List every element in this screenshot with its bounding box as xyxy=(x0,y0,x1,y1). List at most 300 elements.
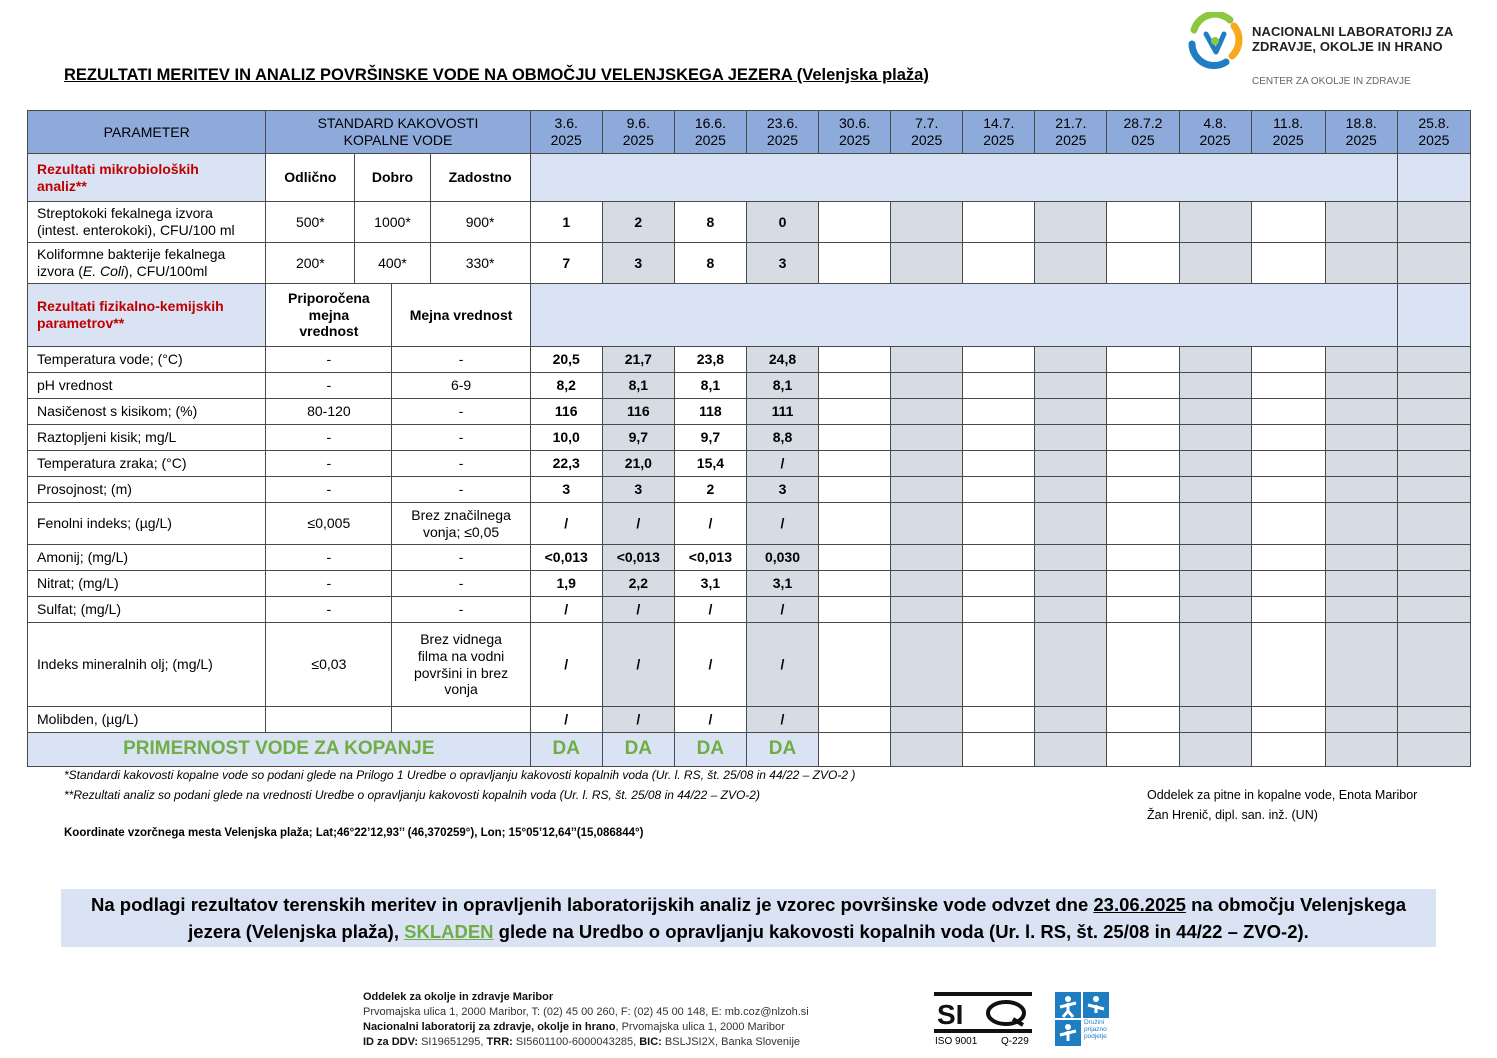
results-table xyxy=(27,110,1471,767)
empty-cell xyxy=(819,425,891,451)
value-cell: 118 xyxy=(674,399,746,425)
value-cell: 1,9 xyxy=(530,571,602,597)
limit-value: Brez vidnega filma na vodni površini in brez vonja xyxy=(392,623,530,707)
empty-cell xyxy=(1179,503,1251,545)
empty-cell xyxy=(891,477,963,503)
value-cell: 2,2 xyxy=(602,571,674,597)
empty-cell xyxy=(1251,399,1325,425)
logo-line-3: CENTER ZA OKOLJE IN ZDRAVJE xyxy=(1252,76,1411,87)
empty-cell xyxy=(819,545,891,571)
value-cell: 9,7 xyxy=(602,425,674,451)
micro-zadostno-label: Zadostno xyxy=(430,154,530,202)
empty-cell xyxy=(1179,545,1251,571)
empty-cell xyxy=(1397,425,1470,451)
table-row xyxy=(28,503,1471,545)
empty-cell xyxy=(1397,399,1470,425)
limit-value: - xyxy=(392,451,530,477)
value-cell: 3 xyxy=(746,243,818,284)
empty-cell xyxy=(1107,347,1179,373)
header-date: 14.7. 2025 xyxy=(963,111,1035,154)
empty-cell xyxy=(1035,347,1107,373)
table-row xyxy=(28,347,1471,373)
empty-cell xyxy=(819,707,891,733)
empty-cell xyxy=(1107,707,1179,733)
value-cell: / xyxy=(674,707,746,733)
limit-value: - xyxy=(392,571,530,597)
value-cell: 2 xyxy=(674,477,746,503)
empty-cell xyxy=(1179,373,1251,399)
header-date: 30.6. 2025 xyxy=(819,111,891,154)
empty-cell xyxy=(1179,399,1251,425)
phys-limit-label: Mejna vrednost xyxy=(392,284,530,347)
header-date: 11.8. 2025 xyxy=(1251,111,1325,154)
empty-cell xyxy=(1251,733,1325,767)
empty-cell xyxy=(1325,623,1397,707)
empty-cell xyxy=(1179,707,1251,733)
empty-cell xyxy=(891,545,963,571)
limit-value: - xyxy=(392,347,530,373)
empty-cell xyxy=(1251,571,1325,597)
header-date: 16.6. 2025 xyxy=(674,111,746,154)
value-cell: 116 xyxy=(530,399,602,425)
param-name: Nasičenost s kisikom; (%) xyxy=(28,399,266,425)
value-cell: 3 xyxy=(530,477,602,503)
empty-cell xyxy=(1035,202,1107,243)
empty-cell xyxy=(1397,451,1470,477)
empty-cell xyxy=(1325,707,1397,733)
family-friendly-logo: Družini prijazno podjetje xyxy=(1054,991,1114,1049)
value-cell: / xyxy=(746,597,818,623)
empty-cell xyxy=(1107,571,1179,597)
empty-cell xyxy=(1107,202,1179,243)
param-name: Temperatura vode; (°C) xyxy=(28,347,266,373)
empty-cell xyxy=(1107,477,1179,503)
empty-cell xyxy=(891,347,963,373)
value-cell: / xyxy=(746,451,818,477)
header-date: 9.6. 2025 xyxy=(602,111,674,154)
value-cell: / xyxy=(674,623,746,707)
empty-cell xyxy=(1107,545,1179,571)
value-cell: / xyxy=(602,597,674,623)
empty-cell xyxy=(891,597,963,623)
suitability-value: DA xyxy=(602,733,674,767)
logo-line-2: ZDRAVJE, OKOLJE IN HRANO xyxy=(1252,39,1443,54)
param-name: Sulfat; (mg/L) xyxy=(28,597,266,623)
empty-cell xyxy=(1179,623,1251,707)
empty-cell xyxy=(1325,243,1397,284)
empty-cell xyxy=(1251,707,1325,733)
empty-cell xyxy=(1035,545,1107,571)
value-cell: / xyxy=(530,707,602,733)
department-name: Oddelek za pitne in kopalne vode, Enota Maribor xyxy=(1147,788,1418,802)
limit-value: 6-9 xyxy=(392,373,530,399)
empty-cell xyxy=(1107,623,1179,707)
empty-cell xyxy=(963,373,1035,399)
value-cell: 22,3 xyxy=(530,451,602,477)
rec-value: - xyxy=(266,347,392,373)
header-date: 7.7. 2025 xyxy=(891,111,963,154)
empty-cell xyxy=(1107,733,1179,767)
limit-value: - xyxy=(392,425,530,451)
table-row xyxy=(28,243,1471,284)
empty-cell xyxy=(1397,477,1470,503)
header-date: 21.7. 2025 xyxy=(1035,111,1107,154)
micro-section-title: Rezultati mikrobioloških analiz** xyxy=(28,154,266,202)
empty-cell xyxy=(1035,477,1107,503)
empty-cell xyxy=(1325,477,1397,503)
value-cell: 8,1 xyxy=(674,373,746,399)
micro-odlicno-label: Odlično xyxy=(266,154,355,202)
empty-cell xyxy=(1397,571,1470,597)
std-zadostno: 900* xyxy=(430,202,530,243)
param-name: Nitrat; (mg/L) xyxy=(28,571,266,597)
empty-cell xyxy=(963,733,1035,767)
empty-cell xyxy=(1107,243,1179,284)
value-cell: / xyxy=(602,623,674,707)
empty-cell xyxy=(1107,503,1179,545)
std-dobro: 400* xyxy=(355,243,430,284)
value-cell: 8,1 xyxy=(602,373,674,399)
rec-value: - xyxy=(266,477,392,503)
rec-value: - xyxy=(266,425,392,451)
value-cell: 21,0 xyxy=(602,451,674,477)
value-cell: / xyxy=(674,503,746,545)
rec-value: - xyxy=(266,597,392,623)
empty-cell xyxy=(1251,373,1325,399)
value-cell: 116 xyxy=(602,399,674,425)
empty-cell xyxy=(891,733,963,767)
value-cell: 3,1 xyxy=(674,571,746,597)
header-date: 28.7.2 025 xyxy=(1107,111,1179,154)
empty-cell xyxy=(891,451,963,477)
empty-cell xyxy=(891,623,963,707)
value-cell: 15,4 xyxy=(674,451,746,477)
empty-cell xyxy=(1325,399,1397,425)
table-row xyxy=(28,707,1471,733)
param-name: Temperatura zraka; (°C) xyxy=(28,451,266,477)
value-cell: 8,2 xyxy=(530,373,602,399)
value-cell: / xyxy=(602,707,674,733)
si-certification-logo: SI ISO 9001 Q-229 xyxy=(933,991,1033,1047)
rec-value: - xyxy=(266,571,392,597)
empty-cell xyxy=(1397,503,1470,545)
empty-cell xyxy=(1397,707,1470,733)
empty-cell xyxy=(1035,597,1107,623)
nlzoh-circle-logo-icon xyxy=(1186,12,1244,70)
empty-cell xyxy=(1251,347,1325,373)
empty-cell xyxy=(1397,597,1470,623)
value-cell: / xyxy=(674,597,746,623)
empty-cell xyxy=(1179,477,1251,503)
empty-cell xyxy=(1107,399,1179,425)
svg-text:SI: SI xyxy=(937,999,964,1030)
value-cell: / xyxy=(602,503,674,545)
std-odlicno: 200* xyxy=(266,243,355,284)
empty-cell xyxy=(819,451,891,477)
empty-cell xyxy=(1107,425,1179,451)
empty-cell xyxy=(963,399,1035,425)
value-cell: / xyxy=(530,597,602,623)
empty-cell xyxy=(1325,451,1397,477)
rec-value: ≤0,03 xyxy=(266,623,392,707)
empty-cell xyxy=(819,623,891,707)
header-standard: STANDARD KAKOVOSTI KOPALNE VODE xyxy=(266,111,530,154)
table-row xyxy=(28,451,1471,477)
empty-cell xyxy=(1179,597,1251,623)
empty-cell xyxy=(819,597,891,623)
empty-cell xyxy=(963,243,1035,284)
section-fill xyxy=(1397,284,1470,347)
empty-cell xyxy=(1325,425,1397,451)
empty-cell xyxy=(1179,243,1251,284)
empty-cell xyxy=(1035,503,1107,545)
empty-cell xyxy=(891,399,963,425)
empty-cell xyxy=(1325,373,1397,399)
table-row xyxy=(28,399,1471,425)
rec-value: ≤0,005 xyxy=(266,503,392,545)
section-fill xyxy=(530,154,1397,202)
header-date: 25.8. 2025 xyxy=(1397,111,1470,154)
header-date: 23.6. 2025 xyxy=(746,111,818,154)
empty-cell xyxy=(819,347,891,373)
empty-cell xyxy=(1179,202,1251,243)
sample-date: 23.06.2025 xyxy=(1093,894,1186,915)
table-row xyxy=(28,571,1471,597)
empty-cell xyxy=(1251,243,1325,284)
value-cell: 24,8 xyxy=(746,347,818,373)
value-cell: 8 xyxy=(674,243,746,284)
empty-cell xyxy=(819,733,891,767)
empty-cell xyxy=(1325,571,1397,597)
rec-value: - xyxy=(266,373,392,399)
empty-cell xyxy=(963,571,1035,597)
section-fill xyxy=(1397,154,1470,202)
empty-cell xyxy=(1325,347,1397,373)
empty-cell xyxy=(1179,451,1251,477)
value-cell: / xyxy=(530,623,602,707)
empty-cell xyxy=(1251,477,1325,503)
empty-cell xyxy=(1397,347,1470,373)
empty-cell xyxy=(1035,373,1107,399)
section-fill xyxy=(530,284,1397,347)
std-zadostno: 330* xyxy=(430,243,530,284)
param-name: Fenolni indeks; (µg/L) xyxy=(28,503,266,545)
table-row xyxy=(28,425,1471,451)
value-cell: / xyxy=(530,503,602,545)
logo-line-1: NACIONALNI LABORATORIJ ZA xyxy=(1252,24,1454,39)
value-cell: / xyxy=(746,503,818,545)
suitability-label: PRIMERNOST VODE ZA KOPANJE xyxy=(28,733,531,767)
empty-cell xyxy=(819,373,891,399)
empty-cell xyxy=(1397,373,1470,399)
value-cell: 3 xyxy=(602,243,674,284)
empty-cell xyxy=(819,477,891,503)
empty-cell xyxy=(1397,202,1470,243)
value-cell: <0,013 xyxy=(530,545,602,571)
empty-cell xyxy=(1251,425,1325,451)
empty-cell xyxy=(1325,202,1397,243)
empty-cell xyxy=(1251,202,1325,243)
value-cell: / xyxy=(746,707,818,733)
document-title: REZULTATI MERITEV IN ANALIZ POVRŠINSKE VODE NA OBMOČJU VELENJSKEGA JEZERA (Velenjska plaža) xyxy=(64,66,929,84)
empty-cell xyxy=(891,425,963,451)
rec-value: - xyxy=(266,451,392,477)
empty-cell xyxy=(963,707,1035,733)
param-name: Raztopljeni kisik; mg/L xyxy=(28,425,266,451)
table-row xyxy=(28,597,1471,623)
value-cell: 8,1 xyxy=(746,373,818,399)
empty-cell xyxy=(963,545,1035,571)
empty-cell xyxy=(963,202,1035,243)
value-cell: 0,030 xyxy=(746,545,818,571)
micro-dobro-label: Dobro xyxy=(355,154,430,202)
empty-cell xyxy=(1035,243,1107,284)
header-date: 18.8. 2025 xyxy=(1325,111,1397,154)
value-cell: 111 xyxy=(746,399,818,425)
empty-cell xyxy=(891,571,963,597)
value-cell: 0 xyxy=(746,202,818,243)
table-header-row xyxy=(28,111,1471,154)
empty-cell xyxy=(1397,545,1470,571)
empty-cell xyxy=(963,347,1035,373)
value-cell: 8 xyxy=(674,202,746,243)
empty-cell xyxy=(1179,571,1251,597)
table-row xyxy=(28,373,1471,399)
suitability-row xyxy=(28,733,1471,767)
empty-cell xyxy=(1325,503,1397,545)
empty-cell xyxy=(1035,399,1107,425)
suitability-value: DA xyxy=(674,733,746,767)
header-date: 4.8. 2025 xyxy=(1179,111,1251,154)
value-cell: 3,1 xyxy=(746,571,818,597)
rec-value xyxy=(266,707,392,733)
param-name: Indeks mineralnih olj; (mg/L) xyxy=(28,623,266,707)
limit-value: - xyxy=(392,477,530,503)
param-name: Streptokoki fekalnega izvora (intest. enterokoki), CFU/100 ml xyxy=(28,202,266,243)
empty-cell xyxy=(1325,545,1397,571)
empty-cell xyxy=(1325,733,1397,767)
si-qs-icon xyxy=(933,991,1033,1035)
value-cell: 23,8 xyxy=(674,347,746,373)
empty-cell xyxy=(819,399,891,425)
value-cell: <0,013 xyxy=(602,545,674,571)
empty-cell xyxy=(1397,623,1470,707)
table-row xyxy=(28,545,1471,571)
table-row xyxy=(28,623,1471,707)
empty-cell xyxy=(819,243,891,284)
empty-cell xyxy=(1397,243,1470,284)
phys-section-row xyxy=(28,284,1471,347)
empty-cell xyxy=(1251,503,1325,545)
empty-cell xyxy=(1035,571,1107,597)
empty-cell xyxy=(963,425,1035,451)
nlzoh-logo xyxy=(1186,12,1466,92)
empty-cell xyxy=(819,571,891,597)
empty-cell xyxy=(1035,707,1107,733)
std-odlicno: 500* xyxy=(266,202,355,243)
empty-cell xyxy=(1251,545,1325,571)
value-cell: 21,7 xyxy=(602,347,674,373)
suitability-value: DA xyxy=(746,733,818,767)
table-row xyxy=(28,477,1471,503)
value-cell: 9,7 xyxy=(674,425,746,451)
header-parameter: PARAMETER xyxy=(28,111,266,154)
empty-cell xyxy=(1251,623,1325,707)
empty-cell xyxy=(1035,451,1107,477)
empty-cell xyxy=(1325,597,1397,623)
micro-section-row xyxy=(28,154,1471,202)
value-cell: 7 xyxy=(530,243,602,284)
header-date: 3.6. 2025 xyxy=(530,111,602,154)
value-cell: 1 xyxy=(530,202,602,243)
empty-cell xyxy=(1107,373,1179,399)
param-name: Koliformne bakterije fekalnega izvora (E. Coli), CFU/100ml xyxy=(28,243,266,284)
empty-cell xyxy=(963,451,1035,477)
empty-cell xyxy=(1035,425,1107,451)
empty-cell xyxy=(1179,733,1251,767)
conclusion-box: Na podlagi rezultatov terenskih meritev in opravljenih laboratorijskih analiz je vzorec površinske vode odvzet dne 23.06.2025 na območju Velenjskega jezera (Velenjska plaža), SKLADEN glede na Uredbo o opravljanju kakovosti kopalnih voda (Ur. l. RS, št. 25/08 in 44/22 – ZVO-2). xyxy=(61,889,1436,947)
value-cell: 10,0 xyxy=(530,425,602,451)
limit-value: - xyxy=(392,545,530,571)
empty-cell xyxy=(1035,623,1107,707)
limit-value: Brez značilnega vonja; ≤0,05 xyxy=(392,503,530,545)
compliance-status: SKLADEN xyxy=(404,921,494,942)
limit-value: - xyxy=(392,399,530,425)
phys-recommended-label: Priporočena mejna vrednost xyxy=(266,284,392,347)
empty-cell xyxy=(963,503,1035,545)
footnote-results: **Rezultati analiz so podani glede na vrednosti Uredbe o opravljanju kakovosti kopalnih voda (Ur. l. RS, št. 25/08 in 44/22 – ZVO-2) xyxy=(64,788,760,802)
empty-cell xyxy=(963,597,1035,623)
empty-cell xyxy=(963,477,1035,503)
value-cell: 2 xyxy=(602,202,674,243)
value-cell: 3 xyxy=(602,477,674,503)
empty-cell xyxy=(1107,451,1179,477)
empty-cell xyxy=(1035,733,1107,767)
empty-cell xyxy=(819,503,891,545)
empty-cell xyxy=(963,623,1035,707)
empty-cell xyxy=(891,373,963,399)
empty-cell xyxy=(1179,347,1251,373)
sampling-coordinates: Koordinate vzorčnega mesta Velenjska plaža; Lat;46°22’12,93’’ (46,370259°), Lon; 15°05’12,64’’(15,086844°) xyxy=(64,827,644,839)
footer-address: Oddelek za okolje in zdravje Maribor Prvomajska ulica 1, 2000 Maribor, T: (02) 45 00 260, F: (02) 45 00 148, E: mb.coz@nlzoh.si Nacionalni laboratorij za zdravje, okolje in hrano, Prvomajska ulica 1, 2000 Maribor ID za DDV: SI19651295, TRR: SI5601100-6000043285, BIC: BSLJSI2X, Banka Slovenije xyxy=(363,991,809,1048)
empty-cell xyxy=(891,707,963,733)
empty-cell xyxy=(1251,597,1325,623)
empty-cell xyxy=(819,202,891,243)
empty-cell xyxy=(1251,451,1325,477)
value-cell: 20,5 xyxy=(530,347,602,373)
param-name: pH vrednost xyxy=(28,373,266,399)
value-cell: / xyxy=(746,623,818,707)
param-name: Prosojnost; (m) xyxy=(28,477,266,503)
footnote-standards: *Standardi kakovosti kopalne vode so podani glede na Prilogo 1 Uredbe o opravljanju kakovosti kopalnih voda (Ur. l. RS, št. 25/08 in 44/22 – ZVO-2 ) xyxy=(64,768,856,782)
std-dobro: 1000* xyxy=(355,202,430,243)
param-name: Molibden, (µg/L) xyxy=(28,707,266,733)
suitability-value: DA xyxy=(530,733,602,767)
empty-cell xyxy=(1179,425,1251,451)
value-cell: 3 xyxy=(746,477,818,503)
rec-value: - xyxy=(266,545,392,571)
limit-value: - xyxy=(392,597,530,623)
empty-cell xyxy=(891,202,963,243)
empty-cell xyxy=(1397,733,1470,767)
empty-cell xyxy=(891,243,963,284)
empty-cell xyxy=(891,503,963,545)
rec-value: 80-120 xyxy=(266,399,392,425)
empty-cell xyxy=(1107,597,1179,623)
value-cell: 8,8 xyxy=(746,425,818,451)
limit-value xyxy=(392,707,530,733)
signatory-name: Žan Hrenič, dipl. san. inž. (UN) xyxy=(1147,808,1318,822)
